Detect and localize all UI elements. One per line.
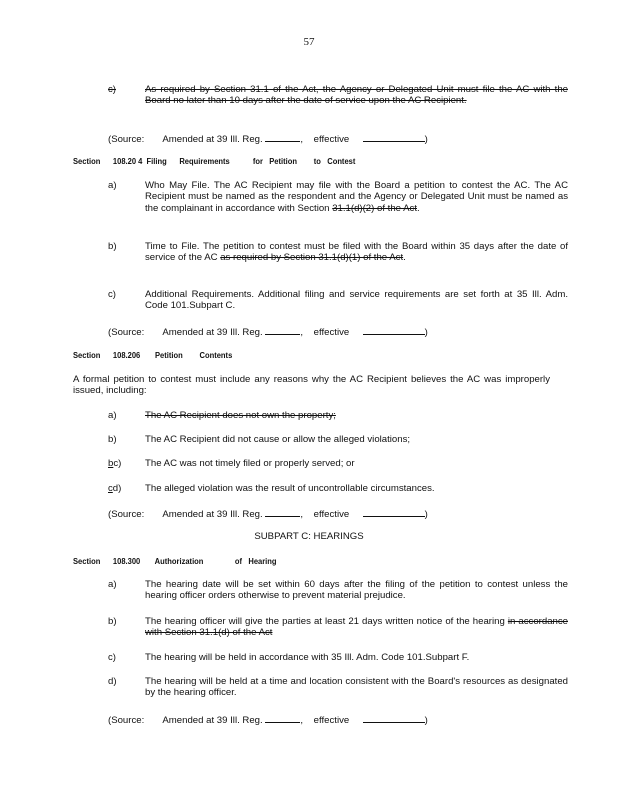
section-heading-108-204: Section 108.20 4 Filing Requirements for Petition to Contest: [73, 156, 356, 166]
source-effective: effective: [313, 134, 350, 145]
item-label: b): [108, 434, 117, 445]
item-text: The hearing will be held at a time and location consistent with the Board's resources as designated by the hearing officer.: [145, 676, 568, 699]
source-note: (Source: Amended at 39 Ill. Reg. , effective ): [108, 509, 428, 520]
source-amended: Amended at 39 Ill. Reg.: [162, 134, 263, 145]
subpart-heading: SUBPART C: HEARINGS: [254, 531, 364, 542]
item-a-hearing-date: [108, 579, 568, 602]
blank-line: [265, 713, 300, 723]
item-c: [108, 458, 568, 469]
item-a: [108, 410, 568, 421]
blank-line: [265, 132, 300, 142]
source-note: (Source: Amended at 39 Ill. Reg. , effective ): [108, 715, 428, 726]
section-intro: A formal petition to contest must include any reasons why the AC Recipient believes the AC was improperly issued, including:: [73, 374, 550, 397]
item-text: The hearing will be held in accordance with 35 Ill. Adm. Code 101.Subpart F.: [145, 652, 470, 663]
item-label: c): [108, 652, 116, 663]
item-text: The AC was not timely filed or properly served; or: [145, 458, 355, 469]
item-label: a): [108, 410, 117, 421]
item-label: c): [108, 84, 116, 95]
section-heading-108-206: Section 108.206 Petition Contents: [73, 350, 233, 360]
item-b-time-to-file: [108, 241, 568, 264]
item-d: [108, 483, 568, 494]
blank-line: [265, 325, 300, 335]
source-note: (Source: Amended at 39 Ill. Reg. , effective ): [108, 134, 428, 145]
item-text: The hearing officer will give the parties at least 21 days written notice of the hearing in accordance with Section 31.1(d) of the Act: [145, 616, 568, 639]
item-label: bc): [108, 458, 122, 469]
blank-line: [363, 507, 425, 517]
blank-line: [265, 507, 300, 517]
item-text: The hearing date will be set within 60 days after the filing of the petition to contest unless the hearing officer orders otherwise to prevent material prejudice.: [145, 579, 568, 602]
item-label: d): [108, 676, 117, 687]
item-text: The alleged violation was the result of uncontrollable circumstances.: [145, 483, 435, 494]
blank-line: [363, 132, 425, 142]
item-label: b): [108, 241, 117, 252]
item-label: a): [108, 579, 117, 590]
item-c-struck: [108, 84, 568, 107]
page-number: 57: [303, 36, 315, 48]
item-label: a): [108, 180, 117, 191]
item-d-location: [108, 676, 568, 699]
source-prefix: (Source:: [108, 134, 145, 145]
source-close: ): [424, 134, 428, 145]
section-heading-108-300: Section 108.300 Authorization of Hearing: [73, 556, 277, 566]
item-a-who-may-file: [108, 180, 568, 214]
item-text: Who May File. The AC Recipient may file with the Board a petition to contest the AC. The AC Recipient must be named as the respondent and the Agency or Delegated Unit must be named as the complainant in accordance with Section 31.1(d)(2) of the Act.: [145, 180, 568, 214]
blank-line: [363, 325, 425, 335]
item-text: The AC Recipient does not own the property;: [145, 410, 336, 421]
item-b: [108, 434, 568, 445]
item-c-additional-requirements: [108, 289, 568, 312]
item-label: c): [108, 289, 116, 300]
blank-line: [363, 713, 425, 723]
source-note: (Source: Amended at 39 Ill. Reg. , effective ): [108, 327, 428, 338]
item-text: The AC Recipient did not cause or allow the alleged violations;: [145, 434, 411, 445]
item-label: cd): [108, 483, 122, 494]
item-b-notice: [108, 616, 568, 639]
item-text: As required by Section 31.1 of the Act, the Agency or Delegated Unit must file the AC with the Board no later than 10 days after the date of service upon the AC Recipient.: [145, 84, 568, 107]
item-text: Time to File. The petition to contest must be filed with the Board within 35 days after the date of service of the AC as required by Section 31.1(d)(1) of the Act.: [145, 241, 568, 264]
item-label: b): [108, 616, 117, 627]
item-text: Additional Requirements. Additional filing and service requirements are set forth at 35 Ill. Adm. Code 101.Subpart C.: [145, 289, 568, 312]
item-c-procedure: [108, 652, 568, 663]
